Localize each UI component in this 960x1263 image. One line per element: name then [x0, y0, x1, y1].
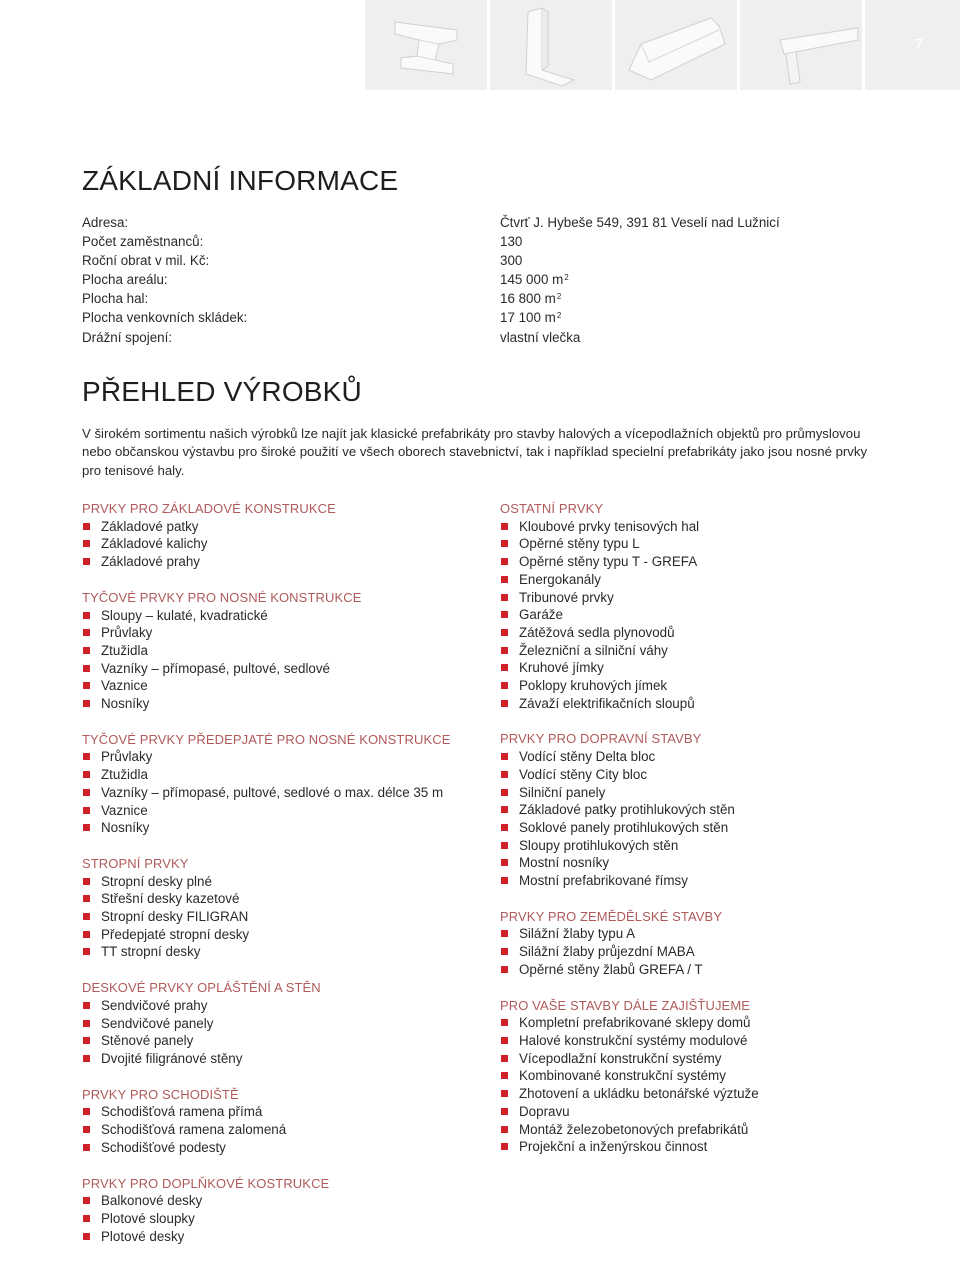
list-item — [82, 943, 492, 961]
bullet-square-icon — [83, 1055, 90, 1062]
list-item — [82, 1103, 492, 1121]
info-label: Plocha areálu: — [82, 272, 168, 288]
basic-info-heading: ZÁKLADNÍ INFORMACE — [82, 165, 399, 196]
list-item — [500, 1067, 920, 1085]
bullet-square-icon — [83, 824, 90, 831]
info-value: 16 800 $m^2$ — [500, 291, 562, 307]
list-item — [500, 943, 920, 961]
info-label: Počet zaměstnanců: — [82, 234, 204, 250]
list-item-text: Vícepodlažní konstrukční systémy — [519, 1050, 722, 1066]
product-list — [500, 1014, 920, 1156]
list-item — [82, 624, 492, 642]
products-heading: PŘEHLED VÝROBKŮ — [82, 376, 362, 407]
list-item-text: Dvojité filigránové stěny — [101, 1050, 243, 1066]
list-item-text: Dopravu — [519, 1103, 570, 1119]
list-item-text: Stěnové panely — [101, 1033, 194, 1049]
list-item — [82, 1050, 492, 1068]
info-value: 130 — [500, 234, 523, 250]
bullet-square-icon — [83, 1215, 90, 1222]
list-item-text: Stropní desky plné — [101, 873, 212, 889]
bullet-square-icon — [83, 1037, 90, 1044]
product-section — [82, 500, 492, 571]
list-item-text: Schodišťová ramena zalomená — [101, 1122, 287, 1138]
list-item-text: Kombinované konstrukční systémy — [519, 1068, 726, 1084]
list-item — [500, 801, 920, 819]
section-title: STROPNÍ PRVKY — [82, 855, 189, 871]
bullet-square-icon — [501, 789, 508, 796]
girder-icon — [740, 0, 862, 90]
list-item-text: Nosníky — [101, 696, 150, 712]
retaining-wall-icon — [490, 0, 612, 90]
list-item — [500, 748, 920, 766]
list-item — [82, 1032, 492, 1050]
bullet-square-icon — [501, 682, 508, 689]
list-item-text: Garáže — [519, 607, 563, 623]
bullet-square-icon — [83, 612, 90, 619]
list-item — [82, 607, 492, 625]
list-item-text: Energokanály — [519, 571, 601, 587]
list-item-text: Sendvičové panely — [101, 1015, 214, 1031]
list-item-text: Kompletní prefabrikované sklepy domů — [519, 1015, 751, 1031]
info-value: 17 100 $m^2$ — [500, 310, 562, 326]
list-item — [82, 518, 492, 536]
bullet-square-icon — [83, 931, 90, 938]
list-item — [82, 1139, 492, 1157]
unit-superscript: 2 — [564, 273, 569, 283]
list-item-text: Vaznice — [101, 802, 148, 818]
bullet-square-icon — [501, 540, 508, 547]
list-item-text: Železniční a silniční váhy — [519, 642, 668, 658]
bullet-square-icon — [501, 1143, 508, 1150]
list-item-text: Silážní žlaby průjezdní MABA — [519, 944, 695, 960]
list-item-text: TT stropní desky — [101, 944, 201, 960]
info-row — [82, 251, 842, 270]
list-item-text: Kruhové jímky — [519, 660, 604, 676]
section-title: TYČOVÉ PRVKY PRO NOSNÉ KONSTRUKCE — [82, 589, 362, 605]
list-item-text: Zhotovení a ukládku betonářské výztuže — [519, 1086, 759, 1102]
list-item-text: Halové konstrukční systémy modulové — [519, 1032, 748, 1048]
product-list — [82, 997, 492, 1068]
list-item-text: Průvlaky — [101, 749, 153, 765]
product-section — [82, 589, 492, 713]
basic-info-table — [82, 213, 842, 347]
bullet-square-icon — [501, 523, 508, 530]
bullet-square-icon — [83, 629, 90, 636]
list-item — [82, 819, 492, 837]
section-title: PRVKY PRO DOPRAVNÍ STAVBY — [500, 731, 702, 747]
bullet-square-icon — [501, 1126, 508, 1133]
bullet-square-icon — [83, 700, 90, 707]
list-item — [82, 1015, 492, 1033]
list-item — [500, 606, 920, 624]
bullet-square-icon — [83, 807, 90, 814]
top-banner — [0, 0, 960, 90]
list-item — [82, 890, 492, 908]
info-label: Plocha hal: — [82, 291, 149, 307]
list-item-text: Opěrné stěny typu L — [519, 536, 640, 552]
list-item — [82, 1228, 492, 1246]
list-item-text: Předepjaté stropní desky — [101, 926, 250, 942]
list-item — [500, 1138, 920, 1156]
product-list — [82, 518, 492, 571]
product-section — [500, 997, 920, 1156]
bullet-square-icon — [83, 948, 90, 955]
bullet-square-icon — [83, 682, 90, 689]
product-list — [82, 1103, 492, 1156]
product-section — [82, 731, 492, 837]
list-item — [500, 589, 920, 607]
list-item-text: Schodišťové podesty — [101, 1139, 226, 1155]
list-item-text: Poklopy kruhových jímek — [519, 678, 668, 694]
info-row — [82, 213, 842, 232]
section-title: PRO VAŠE STAVBY DÁLE ZAJIŠŤUJEME — [500, 997, 751, 1013]
bullet-square-icon — [501, 594, 508, 601]
bullet-square-icon — [83, 753, 90, 760]
list-item-text: Opěrné stěny žlabů GREFA / T — [519, 961, 703, 977]
list-item-text: Montáž železobetonových prefabrikátů — [519, 1121, 749, 1137]
section-title: PRVKY PRO ZEMĚDĚLSKÉ STAVBY — [500, 908, 723, 924]
list-item — [500, 837, 920, 855]
list-item — [500, 766, 920, 784]
products-intro: V širokém sortimentu našich výrobků lze najít jak klasické prefabrikáty pro stavby halových a vícepodlažních objektů pro průmyslovou nebo občanskou výstavbu pro široké použití ve všech oborech stavebnictví, tak i například specielní prefabrikáty jako jsou nosné prvky pro tenisové haly. — [82, 426, 868, 478]
bullet-square-icon — [501, 611, 508, 618]
info-row — [82, 308, 842, 327]
bullet-square-icon — [83, 913, 90, 920]
product-section — [500, 908, 920, 979]
list-item-text: Průvlaky — [101, 625, 153, 641]
products-left-column — [82, 500, 492, 1263]
bullet-square-icon — [501, 1072, 508, 1079]
product-list — [500, 518, 920, 713]
bullet-square-icon — [501, 558, 508, 565]
list-item — [500, 518, 920, 536]
info-row — [82, 289, 842, 308]
bullet-square-icon — [83, 1126, 90, 1133]
bullet-square-icon — [501, 1108, 508, 1115]
list-item — [82, 677, 492, 695]
list-item — [82, 553, 492, 571]
bullet-square-icon — [501, 629, 508, 636]
list-item-text: Základové kalichy — [101, 536, 208, 552]
list-item — [500, 659, 920, 677]
list-item — [500, 642, 920, 660]
bullet-square-icon — [501, 664, 508, 671]
product-section — [82, 979, 492, 1068]
info-label: Adresa: — [82, 215, 129, 230]
bullet-square-icon — [83, 1197, 90, 1204]
product-list — [82, 607, 492, 713]
list-item — [500, 677, 920, 695]
list-item — [500, 535, 920, 553]
list-item-text: Sloupy protihlukových stěn — [519, 837, 679, 853]
list-item-text: Základové patky protihlukových stěn — [519, 802, 735, 818]
i-beam-icon — [365, 0, 487, 90]
list-item — [500, 1014, 920, 1032]
bullet-square-icon — [501, 771, 508, 778]
list-item — [82, 695, 492, 713]
info-value: 300 — [500, 253, 523, 269]
list-item-text: Ztužidla — [101, 642, 148, 658]
info-row — [82, 328, 842, 347]
list-item-text: Mostní prefabrikované římsy — [519, 873, 688, 889]
unit-superscript: 2 — [556, 292, 562, 302]
bullet-square-icon — [501, 824, 508, 831]
product-list — [500, 748, 920, 890]
list-item — [82, 766, 492, 784]
list-item — [500, 961, 920, 979]
bullet-square-icon — [83, 1002, 90, 1009]
page-number-tile — [865, 0, 960, 90]
list-item — [82, 997, 492, 1015]
list-item — [500, 784, 920, 802]
list-item-text: Silážní žlaby typu A — [519, 926, 636, 942]
product-section — [82, 855, 492, 961]
list-item — [500, 624, 920, 642]
bullet-square-icon — [83, 647, 90, 654]
bullet-square-icon — [83, 1233, 90, 1240]
bullet-square-icon — [83, 665, 90, 672]
info-value: vlastní vlečka — [500, 329, 581, 345]
bullet-square-icon — [501, 1019, 508, 1026]
list-item-text: Mostní nosníky — [519, 855, 610, 871]
list-item — [500, 925, 920, 943]
list-item — [82, 1210, 492, 1228]
list-item-text: Stropní desky FILIGRAN — [101, 909, 249, 925]
product-list — [82, 873, 492, 962]
product-section — [500, 730, 920, 889]
list-item — [500, 695, 920, 713]
list-item — [82, 784, 492, 802]
bullet-square-icon — [501, 647, 508, 654]
list-item — [500, 819, 920, 837]
info-label: Roční obrat v mil. Kč: — [82, 253, 210, 269]
list-item — [82, 660, 492, 678]
info-value: Čtvrť J. Hybeše 549, 391 81 Veselí nad Lužnicí — [500, 215, 780, 230]
list-item — [82, 748, 492, 766]
list-item-text: Základové patky — [101, 518, 199, 534]
list-item-text: Nosníky — [101, 820, 150, 836]
bullet-square-icon — [501, 859, 508, 866]
bullet-square-icon — [83, 771, 90, 778]
wall-product-tile — [490, 0, 612, 90]
list-item — [82, 535, 492, 553]
list-item-text: Silniční panely — [519, 784, 606, 800]
list-item — [500, 571, 920, 589]
bullet-square-icon — [83, 789, 90, 796]
list-item-text: Vodící stěny Delta bloc — [519, 749, 656, 765]
info-label: Drážní spojení: — [82, 329, 173, 345]
list-item-text: Vazníky – přímopasé, pultové, sedlové — [101, 660, 331, 676]
section-title: PRVKY PRO DOPLŇKOVÉ KOSTRUKCE — [82, 1175, 330, 1191]
list-item-text: Soklové panely protihlukových stěn — [519, 819, 729, 835]
bullet-square-icon — [83, 1144, 90, 1151]
bullet-square-icon — [501, 966, 508, 973]
list-item — [82, 802, 492, 820]
list-item — [500, 854, 920, 872]
road-barrier-icon — [615, 0, 737, 90]
list-item-text: Základové prahy — [101, 554, 200, 570]
list-item — [82, 926, 492, 944]
info-label: Plocha venkovních skládek: — [82, 310, 248, 326]
bullet-square-icon — [501, 948, 508, 955]
list-item-text: Projekční a inženýrskou činnost — [519, 1139, 708, 1155]
bullet-square-icon — [83, 558, 90, 565]
list-item — [500, 553, 920, 571]
list-item-text: Vaznice — [101, 678, 148, 694]
section-title: TYČOVÉ PRVKY PŘEDEPJATÉ PRO NOSNÉ KONSTRUKCE — [82, 731, 451, 747]
bullet-square-icon — [83, 540, 90, 547]
list-item — [500, 1121, 920, 1139]
product-section — [500, 500, 920, 712]
beam-product-tile — [365, 0, 487, 90]
barrier-product-tile — [615, 0, 737, 90]
list-item-text: Sendvičové prahy — [101, 997, 208, 1013]
girder-product-tile — [740, 0, 862, 90]
bullet-square-icon — [83, 895, 90, 902]
product-list — [82, 1192, 492, 1245]
bullet-square-icon — [501, 753, 508, 760]
list-item-text: Opěrné stěny typu T - GREFA — [519, 554, 698, 570]
unit-superscript: 2 — [556, 311, 562, 321]
section-title: PRVKY PRO ZÁKLADOVÉ KONSTRUKCE — [82, 501, 336, 516]
bullet-square-icon — [83, 1020, 90, 1027]
bullet-square-icon — [501, 806, 508, 813]
bullet-square-icon — [501, 1055, 508, 1062]
list-item-text: Kloubové prvky tenisových hal — [519, 518, 700, 534]
bullet-square-icon — [501, 1090, 508, 1097]
list-item-text: Závaží elektrifikačních sloupů — [519, 695, 695, 711]
bullet-square-icon — [501, 1037, 508, 1044]
section-title: OSTATNÍ PRVKY — [500, 501, 604, 516]
list-item — [500, 1103, 920, 1121]
info-value: 145 000 $m^2$ — [500, 272, 569, 288]
list-item-text: Tribunové prvky — [519, 589, 614, 605]
bullet-square-icon — [501, 842, 508, 849]
list-item — [500, 1050, 920, 1068]
product-section — [82, 1175, 492, 1246]
list-item — [500, 872, 920, 890]
list-item — [500, 1032, 920, 1050]
list-item — [82, 642, 492, 660]
list-item-text: Sloupy – kulaté, kvadratické — [101, 607, 268, 623]
info-row — [82, 270, 842, 289]
info-row — [82, 232, 842, 251]
section-title: DESKOVÉ PRVKY OPLÁŠTĚNÍ A STĚN — [82, 980, 321, 996]
bullet-square-icon — [83, 878, 90, 885]
list-item — [82, 908, 492, 926]
list-item-text: Ztužidla — [101, 767, 148, 783]
list-item-text: Vazníky – přímopasé, pultové, sedlové o max. délce 35 m — [101, 784, 444, 800]
list-item — [82, 1192, 492, 1210]
list-item-text: Vodící stěny City bloc — [519, 766, 648, 782]
bullet-square-icon — [83, 523, 90, 530]
list-item — [82, 873, 492, 891]
section-title: PRVKY PRO SCHODIŠTĚ — [82, 1086, 239, 1102]
products-right-column — [500, 500, 920, 1174]
list-item-text: Balkonové desky — [101, 1193, 203, 1209]
list-item-text: Zátěžová sedla plynovodů — [519, 624, 675, 640]
product-list — [82, 748, 492, 837]
bullet-square-icon — [501, 700, 508, 707]
bullet-square-icon — [501, 877, 508, 884]
bullet-square-icon — [83, 1108, 90, 1115]
bullet-square-icon — [501, 576, 508, 583]
list-item-text: Plotové desky — [101, 1228, 185, 1244]
list-item — [500, 1085, 920, 1103]
list-item — [82, 1121, 492, 1139]
product-list — [500, 925, 920, 978]
bullet-square-icon — [501, 930, 508, 937]
page-number: 7 — [914, 36, 923, 53]
list-item-text: Plotové sloupky — [101, 1210, 195, 1226]
product-section — [82, 1086, 492, 1157]
list-item-text: Střešní desky kazetové — [101, 891, 240, 907]
list-item-text: Schodišťová ramena přímá — [101, 1104, 263, 1120]
